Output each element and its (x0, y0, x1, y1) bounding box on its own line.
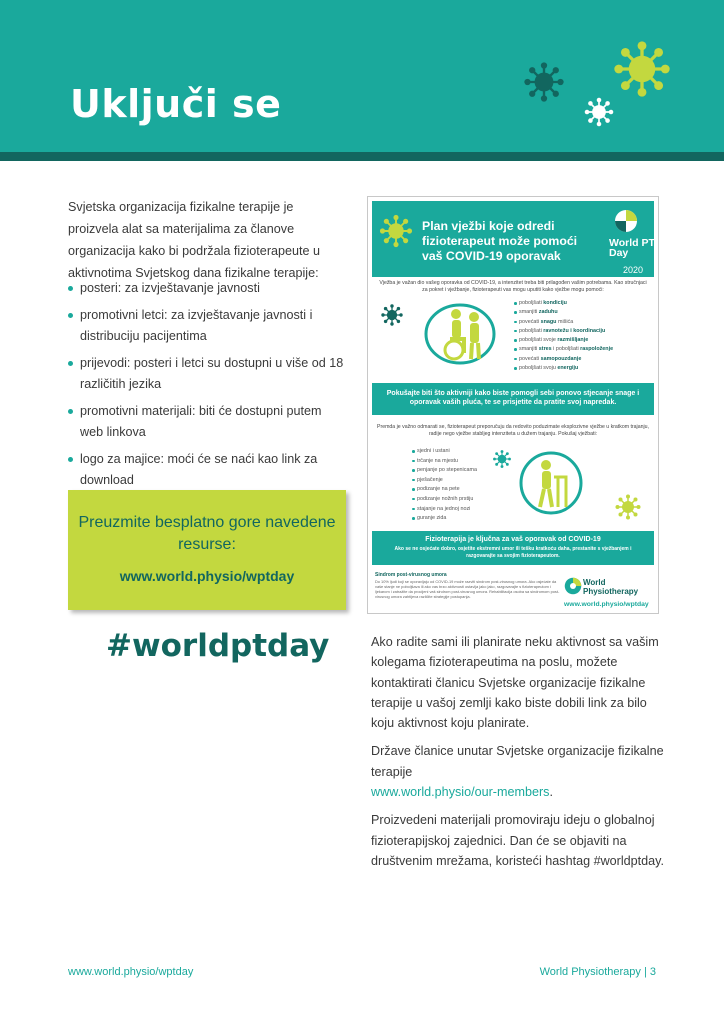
page-title: Uključi se (70, 82, 282, 126)
virus-icon-white (583, 96, 615, 128)
list-item: penjanje po stepenicama (412, 466, 477, 476)
virus-icon-dark (522, 60, 566, 104)
virus-icon-large (611, 38, 673, 100)
poster-intro: Vježba je važan dio vašeg oporavka od COVID-19, a intenzitet treba biti prilagođen vašim potrebama. Kao stručnjaci za pokret i vježbanje, fizioterapeuti vas mogu uputiti kako vježbe mogu pomoći: (379, 280, 647, 293)
list-item: stajanje na jednoj nozi (412, 505, 477, 515)
poster-note: Do 10% ljudi koji se oporavljaju od COVID-19 može razviti sindrom post-virusnog umora. Ako osjećate da vaše stanje ne poboljšava ili ako vas brzo aktivnosti ostavlja jako jako, razgovarajte s fizioterapeutom i ljekarom i zatražite da procijeni vaš sindrom post-virusnog umora. Rehabilitacija osoba sa sindromom post-virusnog umora zahtijeva različite strategije postupanja. (375, 579, 560, 599)
world-pt-day-logo-icon (614, 209, 638, 233)
list-item: poboljšati ravnotežu i koordinaciju (514, 327, 613, 336)
footer-page-label: World Physiotherapy | 3 (539, 966, 656, 978)
list-item: podizanje na pete (412, 485, 477, 495)
contact-paragraph: Ako radite sami ili planirate neku aktivnost sa vašim kolegama fizioterapeutima na poslu, možete kontaktirati članicu Svjetske organizacije fizikalne terapije u vašoj zemlji kako biste dobili link za bilo koju aktivnost koju planirate. (371, 635, 659, 731)
poster-org-logo: World Physiotherapy (583, 578, 639, 596)
wheelchair-user-icon (414, 303, 506, 365)
world-physiotherapy-logo-icon (564, 577, 582, 595)
list-item: poboljšati svoju energiju (514, 364, 613, 373)
poster-mid-text: Premda je važno odmarati se, fizioterapeut preporučuju da redovito poduzimate eksplozivne vježbe u kratkom trajanju, radije nego vježbe stabljeg intenziteta u dužem trajanju. Pokušaj vježbati: (377, 424, 649, 437)
list-item: podizanje nožnih prstiju (412, 495, 477, 505)
list-item: promotivni letci: za izvještavanje javnosti i distribuciju pacijentima (68, 305, 348, 348)
list-item: promotivni materijali: biti će dostupni putem web linkova (68, 401, 348, 444)
list-item: poboljšati kondiciju (514, 299, 613, 308)
poster-header (372, 201, 654, 277)
list-item: povećati snagu mišića (514, 318, 613, 327)
virus-icon (492, 449, 512, 469)
resource-list (68, 278, 348, 497)
poster-benefit-list (514, 299, 613, 373)
poster-note-title: Sindrom post-virusnog umora (375, 572, 447, 578)
poster-band-activity: Pokušajte biti što aktivniji kako biste pomogli sebi ponovo stjecanje snage i oporavak vaših pluća, te se prisjetite da pratite svoj napredak. (372, 383, 654, 415)
list-item: pješačenje (412, 476, 477, 486)
footer-link[interactable]: www.world.physio/wptday (68, 966, 194, 978)
virus-icon (614, 493, 642, 521)
poster-thumbnail (367, 196, 659, 614)
poster-exercise-list (412, 447, 477, 524)
poster-band-recovery: Fizioterapija je ključna za vaš oporavak od COVID-19 Ako se ne osjećate dobro, osjetite ekstremni umor ili tešku kratkoću daha, prestanite s vježbanjem i razgovarajte sa svojim fizioterapeutom. (372, 531, 654, 565)
header-stripe (0, 152, 724, 161)
list-item: smanjiti stres i poboljšati raspoloženje (514, 345, 613, 354)
download-link[interactable]: www.world.physio/wptday (119, 568, 295, 584)
members-link[interactable]: www.world.physio/our-members (371, 785, 550, 800)
right-column (371, 632, 666, 871)
poster-title: Plan vježbi koje odredi fizioterapeut može pomoći vaš COVID-19 oporavak (422, 219, 578, 263)
list-item: guranje zida (412, 514, 477, 524)
list-item: trčanje na mjestu (412, 457, 477, 467)
list-item: posteri: za izvještavanje javnosti (68, 278, 348, 300)
download-text: Preuzmite besplatno gore navedene resurse: (78, 514, 336, 553)
download-callout (68, 490, 346, 610)
members-paragraph: Države članice unutar Svjetske organizacije fizikalne terapije www.world.physio/our-members. (371, 744, 664, 800)
poster-year: 2020 (623, 265, 644, 275)
list-item: smanjiti zaduhu (514, 308, 613, 317)
walker-user-icon (518, 451, 584, 515)
community-paragraph: Proizvedeni materijali promoviraju ideju o globalnoj fizioterapijskoj zajednici. Dan će se objaviti na društvenim mrežama, koristeći hashtag #worldptday. (371, 813, 665, 868)
poster-logo-text: World PT Day (609, 237, 655, 259)
hashtag: #worldptday (106, 628, 330, 664)
virus-icon (380, 303, 404, 327)
intro-paragraph: Svjetska organizacija fizikalne terapije je proizvela alat sa materijalima za članove organizacija kako bi podržala fizioterapeute u aktivnotima Svjetskog dana fizikalne terapije: (68, 200, 321, 280)
list-item: povećati samopouzdanje (514, 355, 613, 364)
virus-icon (378, 213, 414, 249)
list-item: logo za majice: moći će se naći kao link za download (68, 449, 348, 492)
list-item: poboljšati svoje razmišljanje (514, 336, 613, 345)
poster-url: www.world.physio/wptday (564, 601, 649, 608)
list-item: prijevodi: posteri i letci su dostupni u više od 18 različitih jezika (68, 353, 348, 396)
list-item: sjedni i ustani (412, 447, 477, 457)
